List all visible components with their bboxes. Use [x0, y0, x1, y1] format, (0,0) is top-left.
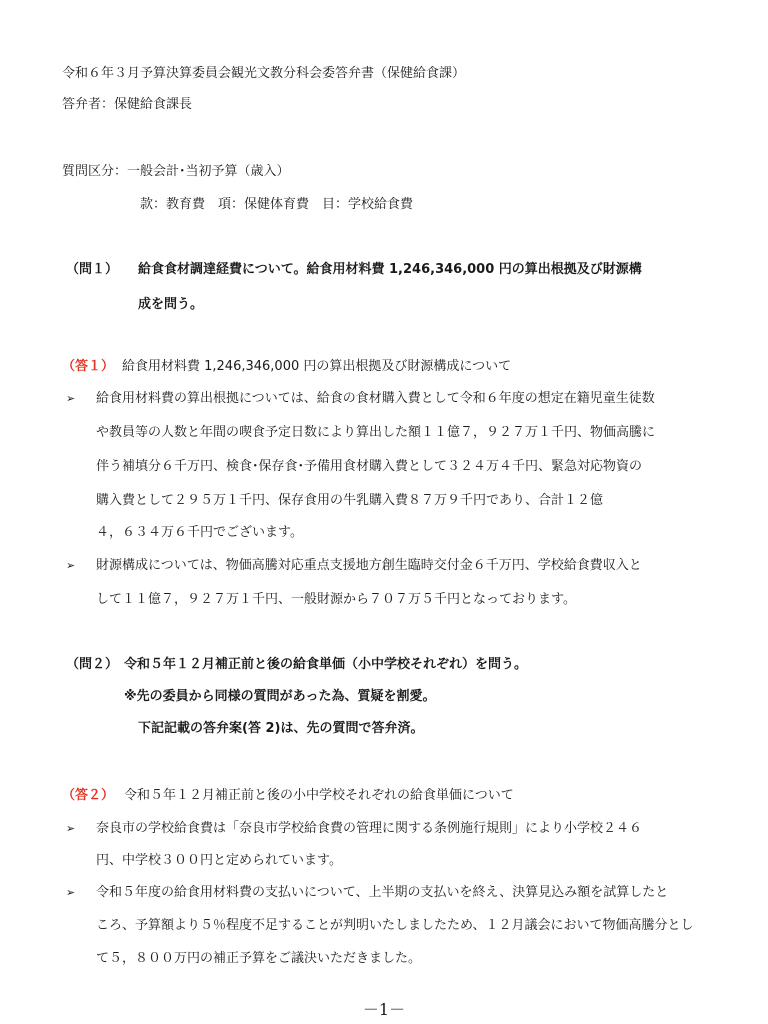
a2-heading: 令和５年１２月補正前と後の小中学校それぞれの給食単価について	[124, 788, 514, 803]
a1-bullet2-line-2: して１１億７，９２７万１千円、一般財源から７０７万５千円となっております。	[96, 592, 576, 607]
a1-bullet2-line-1: 財源構成については、物価高騰対応重点支援地方創生臨時交付金６千万円、学校給食費収入と	[96, 558, 642, 573]
q1-label: （問１）	[66, 262, 119, 277]
q2-note-1: ※先の委員から同様の質問があった為、質疑を割愛。	[124, 689, 436, 704]
bullet-arrow-icon: ➢	[66, 886, 76, 899]
a2-bullet1-line-1: 奈良市の学校給食費は「奈良市学校給食費の管理に関する条例施行規則」により小学校２４６	[96, 821, 643, 836]
budget-item-line: 款：教育費 項：保健体育費 目：学校給食費	[140, 197, 414, 212]
a2-bullet2-line-2: ころ、予算額より５％程度不足することが判明いたしましたため、１２月議会において物価高騰分とし	[96, 918, 694, 933]
a2-label: （答２）	[62, 788, 115, 803]
bullet-arrow-icon: ➢	[66, 822, 76, 835]
a2-bullet2-line-3: て５，８００万円の補正予算をご議決いただきました。	[96, 951, 422, 966]
a1-bullet1-line-3: 伴う補填分６千万円、検食･保存食･予備用食材購入費として３２４万４千円、緊急対応物資の	[96, 459, 643, 474]
a1-bullet1-line-2: や教員等の人数と年間の喫食予定日数により算出した額１１億７，９２７万１千円、物価高騰に	[96, 425, 656, 440]
a2-bullet1-line-2: 円、中学校３００円と定められています。	[96, 853, 342, 868]
a2-bullet2-line-1: 令和５年度の給食用材料費の支払いについて、上半期の支払いを終え、決算見込み額を試算したと	[96, 885, 669, 900]
a1-bullet1-line-1: 給食用材料費の算出根拠については、給食の食材購入費として令和６年度の想定在籍児童生徒数	[96, 391, 655, 406]
q1-text-line-2: 成を問う。	[138, 297, 204, 312]
q2-text: 令和５年１２月補正前と後の給食単価（小中学校それぞれ）を問う。	[124, 657, 528, 672]
respondent-line: 答弁者：保健給食課長	[62, 97, 193, 112]
a1-heading: 給食用材料費 1,246,346,000 円の算出根拠及び財源構成について	[122, 359, 512, 374]
a1-bullet1-line-5: ４，６３４万６千円でございます。	[96, 525, 303, 540]
document-title: 令和６年３月予算決算委員会観光文教分科会委答弁書（保健給食課）	[62, 66, 466, 81]
page-number: －1－	[362, 1000, 406, 1019]
a1-label: （答１）	[62, 359, 115, 374]
question-category-line: 質問区分：一般会計･当初予算（歳入）	[62, 164, 290, 179]
bullet-arrow-icon: ➢	[66, 559, 76, 572]
q2-label: （問２）	[66, 657, 119, 672]
q1-text-line-1: 給食食材調達経費について。給食用材料費 1,246,346,000 円の算出根拠及び財源構	[138, 262, 642, 277]
q2-note-2: 下記記載の答弁案(答 2)は、先の質問で答弁済。	[138, 721, 424, 736]
a1-bullet1-line-4: 購入費として２９５万１千円、保存食用の牛乳購入費８７万９千円であり、合計１２億	[96, 493, 604, 508]
bullet-arrow-icon: ➢	[66, 392, 76, 405]
